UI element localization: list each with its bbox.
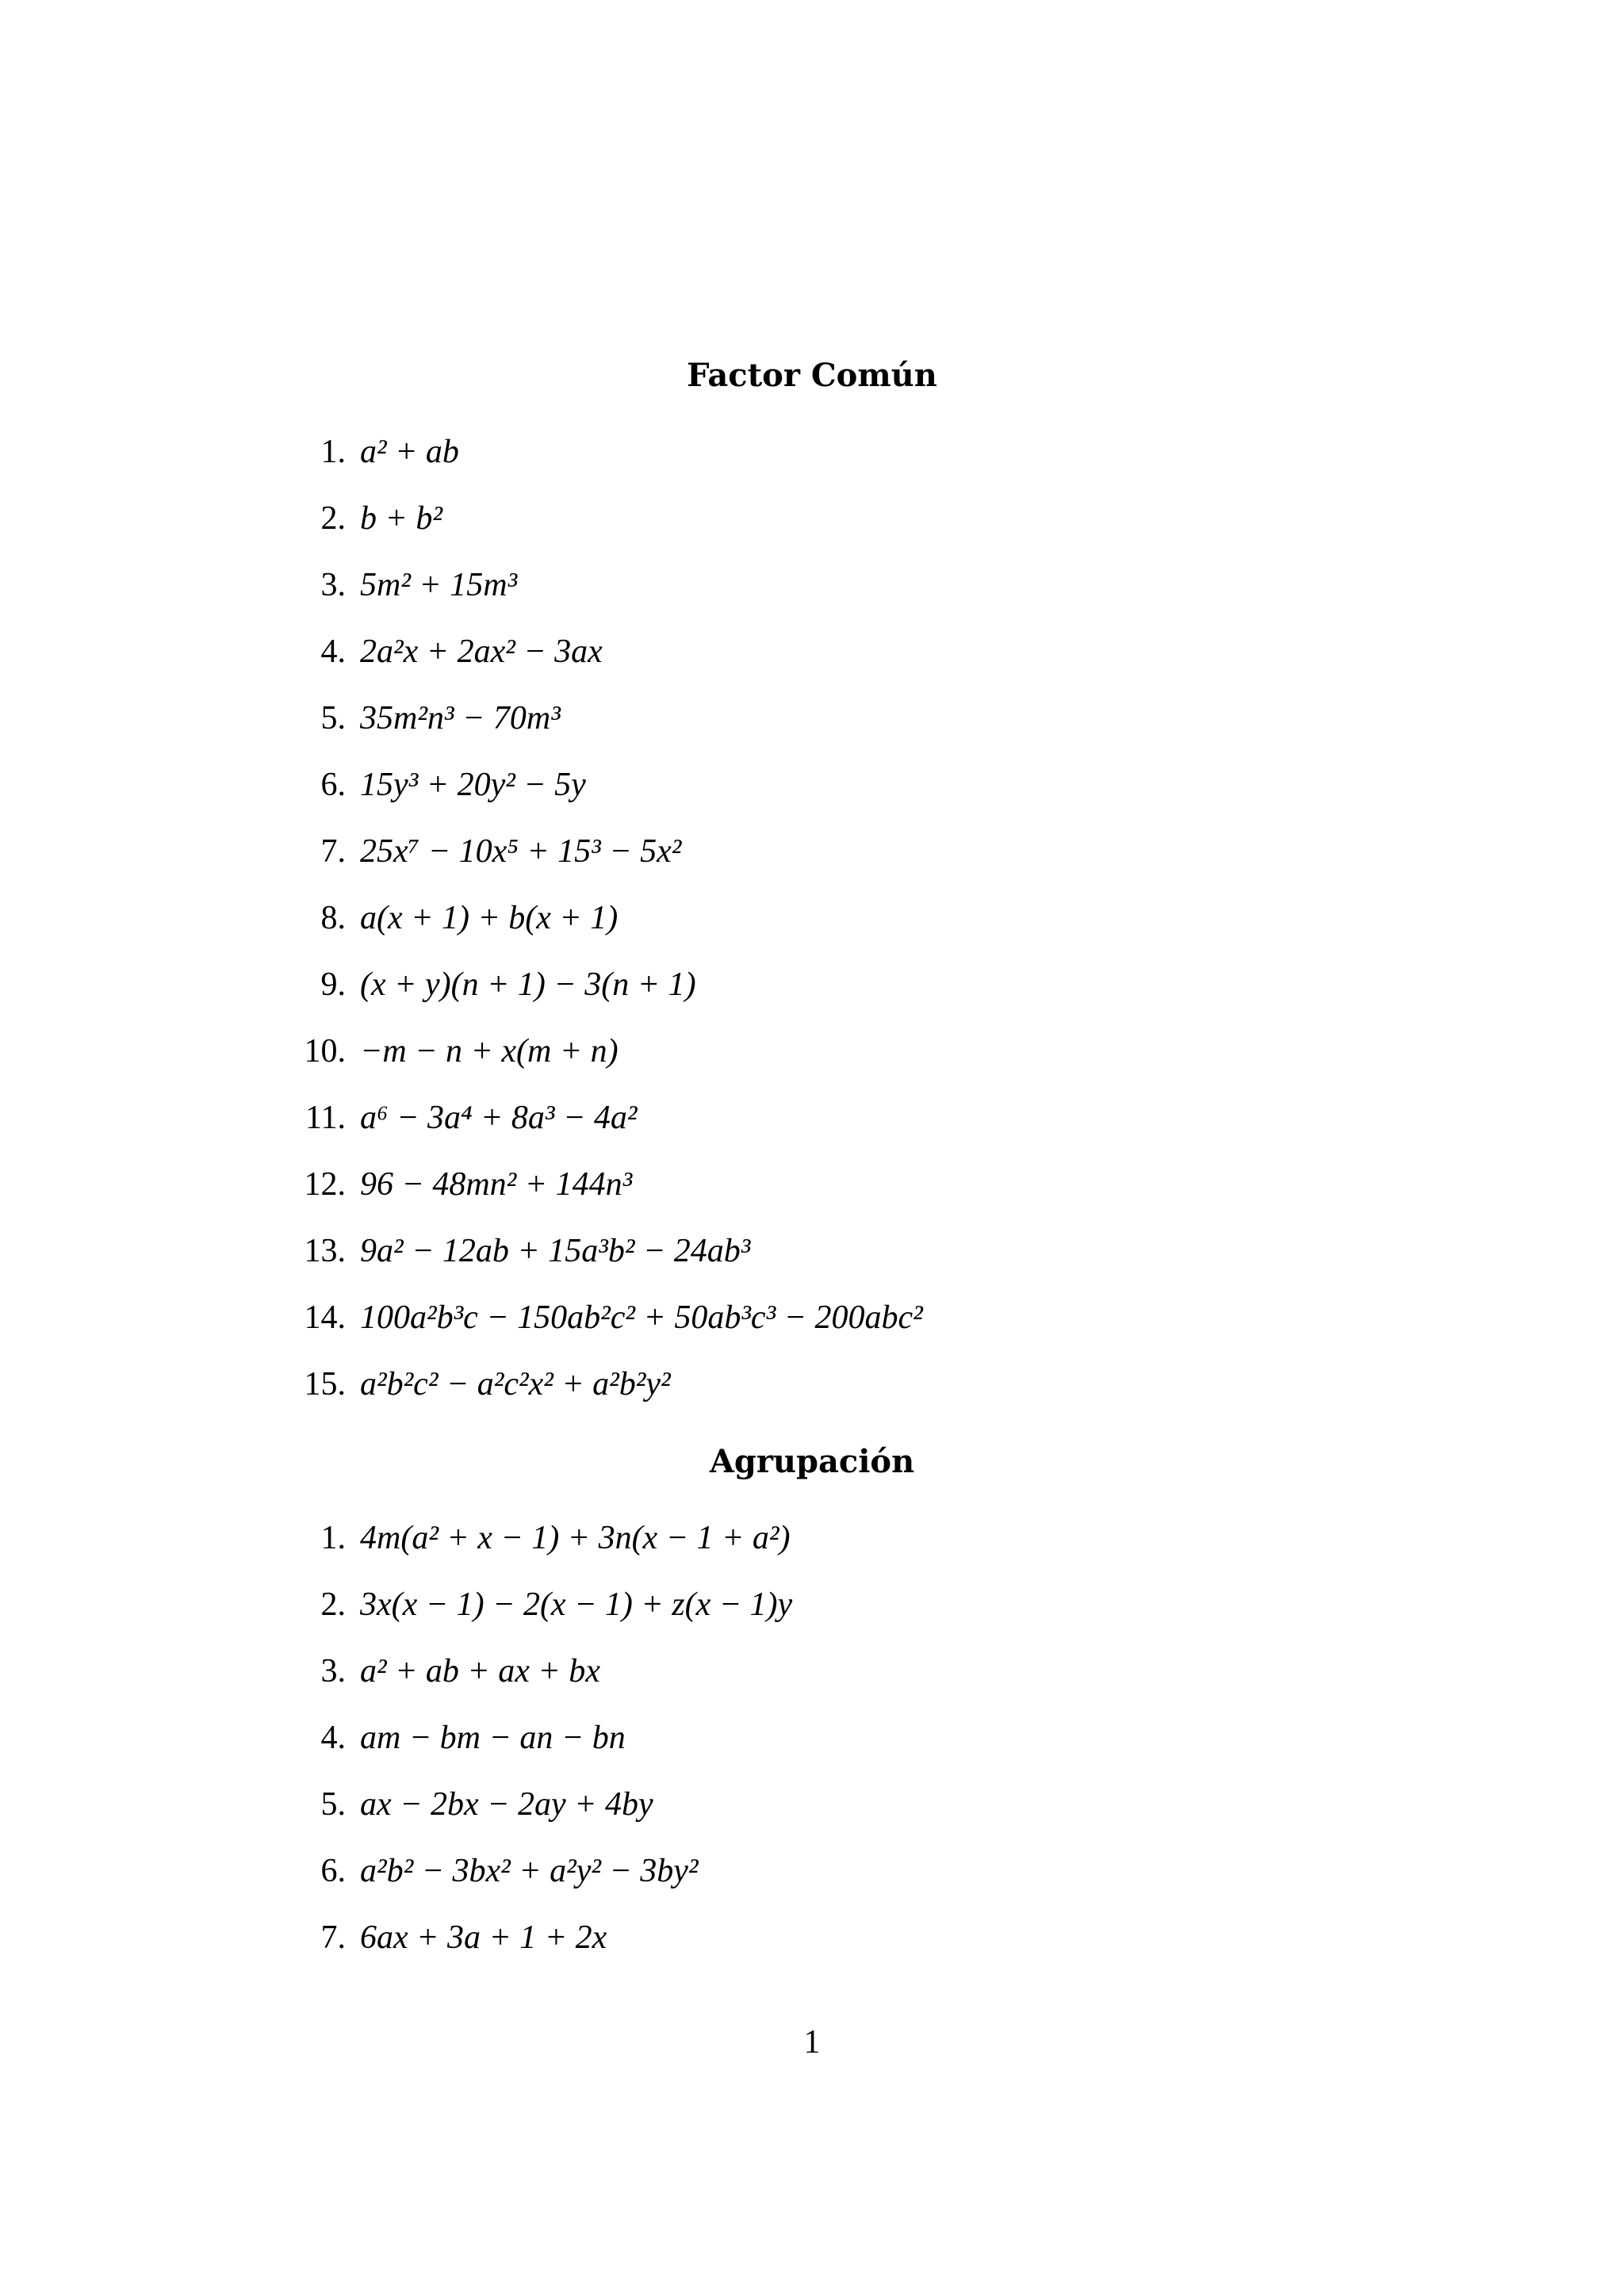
item-number: 9. xyxy=(320,966,346,1003)
item-number: 13. xyxy=(304,1233,346,1269)
item-number: 8. xyxy=(320,900,346,936)
item-number: 1. xyxy=(320,1520,346,1556)
item-expression: 2a²x + 2ax² − 3ax xyxy=(360,633,603,670)
list-item xyxy=(285,1652,1396,1719)
list-item xyxy=(285,1586,1396,1652)
list-item xyxy=(285,899,1396,966)
item-number: 4. xyxy=(320,633,346,670)
item-expression: a(x + 1) + b(x + 1) xyxy=(360,900,619,936)
list-item xyxy=(285,1852,1396,1919)
exercise-list-agrupacion xyxy=(285,1519,1396,1985)
item-number: 1. xyxy=(320,434,346,470)
exercise-list-factor-comun xyxy=(285,433,1396,1432)
item-number: 2. xyxy=(320,1586,346,1623)
item-number: 12. xyxy=(304,1166,346,1203)
item-expression: 25x⁷ − 10x⁵ + 15³ − 5x² xyxy=(360,833,682,870)
item-expression: 35m²n³ − 70m³ xyxy=(360,700,561,737)
list-item xyxy=(285,1785,1396,1852)
item-expression: (x + y)(n + 1) − 3(n + 1) xyxy=(360,966,696,1003)
item-number: 10. xyxy=(304,1033,346,1070)
item-number: 14. xyxy=(304,1299,346,1336)
item-expression: a²b² − 3bx² + a²y² − 3by² xyxy=(360,1853,699,1889)
list-item xyxy=(285,1232,1396,1299)
item-number: 7. xyxy=(320,1919,346,1956)
item-expression: 6ax + 3a + 1 + 2x xyxy=(360,1919,607,1956)
item-expression: 5m² + 15m³ xyxy=(360,567,518,603)
item-number: 5. xyxy=(320,700,346,737)
item-expression: a²b²c² − a²c²x² + a²b²y² xyxy=(360,1366,671,1402)
item-number: 6. xyxy=(320,767,346,803)
section-title-factor-comun: Factor Común xyxy=(687,357,937,394)
item-expression: b + b² xyxy=(360,500,442,537)
list-item xyxy=(285,1032,1396,1099)
item-expression: 3x(x − 1) − 2(x − 1) + z(x − 1)y xyxy=(360,1586,793,1623)
item-expression: 96 − 48mn² + 144n³ xyxy=(360,1166,633,1203)
list-item xyxy=(285,1719,1396,1785)
list-item xyxy=(285,499,1396,566)
item-expression: −m − n + x(m + n) xyxy=(360,1033,619,1070)
item-number: 3. xyxy=(320,567,346,603)
item-number: 3. xyxy=(320,1653,346,1689)
list-item xyxy=(285,1365,1396,1432)
section-title-agrupacion: Agrupación xyxy=(709,1443,915,1480)
item-number: 2. xyxy=(320,500,346,537)
list-item xyxy=(285,966,1396,1032)
list-item xyxy=(285,1519,1396,1586)
item-expression: 4m(a² + x − 1) + 3n(x − 1 + a²) xyxy=(360,1520,791,1556)
item-expression: a² + ab xyxy=(360,434,459,470)
list-item xyxy=(285,1299,1396,1365)
item-expression: 15y³ + 20y² − 5y xyxy=(360,767,586,803)
item-number: 15. xyxy=(304,1366,346,1402)
page-number: 1 xyxy=(803,2024,821,2061)
item-number: 5. xyxy=(320,1786,346,1823)
item-number: 7. xyxy=(320,833,346,870)
item-expression: 9a² − 12ab + 15a³b² − 24ab³ xyxy=(360,1233,751,1269)
item-expression: ax − 2bx − 2ay + 4by xyxy=(360,1786,653,1823)
list-item xyxy=(285,766,1396,832)
list-item xyxy=(285,1165,1396,1232)
list-item xyxy=(285,699,1396,766)
list-item xyxy=(285,566,1396,633)
list-item xyxy=(285,1919,1396,1985)
list-item xyxy=(285,1099,1396,1165)
list-item xyxy=(285,633,1396,699)
item-number: 6. xyxy=(320,1853,346,1889)
item-number: 4. xyxy=(320,1720,346,1756)
item-expression: 100a²b³c − 150ab²c² + 50ab³c³ − 200abc² xyxy=(360,1299,923,1336)
item-expression: am − bm − an − bn xyxy=(360,1720,626,1756)
list-item xyxy=(285,832,1396,899)
item-number: 11. xyxy=(305,1100,346,1136)
item-expression: a² + ab + ax + bx xyxy=(360,1653,600,1689)
item-expression: a⁶ − 3a⁴ + 8a³ − 4a² xyxy=(360,1100,638,1136)
list-item xyxy=(285,433,1396,499)
